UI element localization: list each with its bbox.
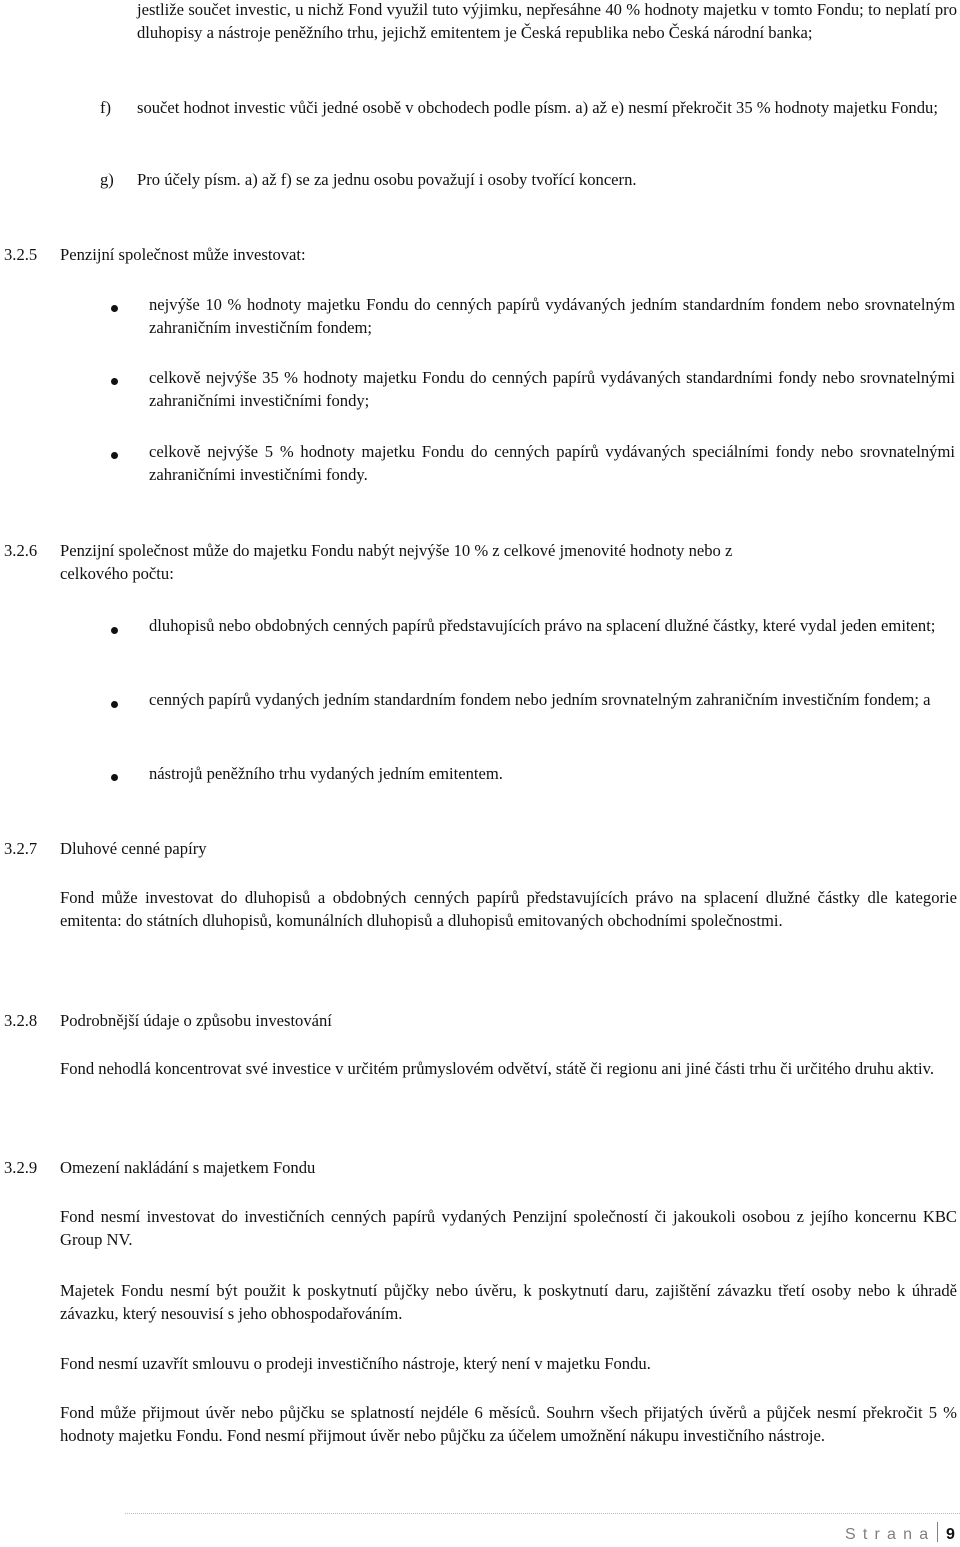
section-number: 3.2.6 [4, 541, 38, 560]
footer-separator [937, 1522, 938, 1542]
bullet-text: nástrojů peněžního trhu vydaných jedním emitentem. [149, 764, 503, 783]
section-title: Penzijní společnost může do majetku Fondu nabýt nejvýše 10 % z celkové jmenovité hodnoty nebo z [60, 541, 733, 560]
section-paragraph: Fond nesmí investovat do investičních cenných papírů vydaných Penzijní společností či jakoukoli osobou z jejího koncernu KBC Group NV. [60, 1207, 957, 1249]
list-item-text: Pro účely písm. a) až f) se za jednu osobu považují i osoby tvořící koncern. [137, 170, 637, 189]
section-title: Penzijní společnost může investovat: [60, 245, 306, 264]
footer-page-label: Strana [845, 1526, 936, 1543]
section-title: Omezení nakládání s majetkem Fondu [60, 1158, 316, 1177]
bullet-icon [111, 305, 118, 312]
footer-page-number: 9 [946, 1526, 955, 1543]
bullet-icon [111, 452, 118, 459]
section-title: Dluhové cenné papíry [60, 839, 207, 858]
section-number: 3.2.8 [4, 1011, 38, 1030]
bullet-icon [111, 774, 118, 781]
bullet-icon [111, 627, 118, 634]
section-number: 3.2.9 [4, 1158, 38, 1177]
list-label: f) [100, 98, 112, 117]
section-body: Fond nehodlá koncentrovat své investice v určitém průmyslovém odvětví, státě či regionu ani jiné části trhu či určitého druhu aktiv. [60, 1059, 935, 1078]
section-title-continuation: celkového počtu: [60, 564, 174, 583]
section-title: Podrobnější údaje o způsobu investování [60, 1011, 332, 1030]
footer-divider [125, 1513, 960, 1514]
bullet-icon [111, 378, 118, 385]
section-number: 3.2.7 [4, 839, 38, 858]
bullet-text: dluhopisů nebo obdobných cenných papírů představujících právo na splacení dlužné částky, které vydal jeden emitent; [149, 616, 936, 635]
list-label: g) [100, 170, 114, 189]
section-paragraph: Majetek Fondu nesmí být použit k poskytnutí půjčky nebo úvěru, k poskytnutí daru, zajištění závazku třetí osoby nebo k úhradě závazku, který nesouvisí s jeho obhospodařováním. [60, 1281, 957, 1323]
bullet-text: celkově nejvýše 5 % hodnoty majetku Fondu do cenných papírů vydávaných speciálními fondy nebo srovnatelnými zahraničními investičními fondy. [149, 442, 955, 484]
bullet-text: celkově nejvýše 35 % hodnoty majetku Fondu do cenných papírů vydávaných standardními fondy nebo srovnatelnými zahraničními investičními fondy; [149, 368, 955, 410]
section-paragraph: Fond může přijmout úvěr nebo půjčku se splatností nejdéle 6 měsíců. Souhrn všech přijatých úvěrů a půjček nesmí překročit 5 % hodnoty majetku Fondu. Fond nesmí přijmout úvěr nebo půjčku za účelem umožnění nákupu investičního nástroje. [60, 1403, 957, 1445]
section-number: 3.2.5 [4, 245, 38, 264]
bullet-icon [111, 701, 118, 708]
bullet-text: cenných papírů vydaných jedním standardním fondem nebo jedním srovnatelným zahraničním investičním fondem; a [149, 690, 931, 709]
bullet-text: nejvýše 10 % hodnoty majetku Fondu do cenných papírů vydávaných jedním standardním fondem nebo srovnatelným zahraničním investičním fondem; [149, 295, 955, 337]
section-paragraph: Fond nesmí uzavřít smlouvu o prodeji investičního nástroje, který není v majetku Fondu. [60, 1354, 651, 1373]
section-body: Fond může investovat do dluhopisů a obdobných cenných papírů představujících právo na splacení dlužné částky dle kategorie emitenta: do státních dluhopisů, komunálních dluhopisů a dluhopisů emitovaných obchodními společnostmi. [60, 888, 957, 930]
list-item-text: součet hodnot investic vůči jedné osobě v obchodech podle písm. a) až e) nesmí překročit 35 % hodnoty majetku Fondu; [137, 98, 938, 117]
continuation-paragraph: jestliže součet investic, u nichž Fond využil tuto výjimku, nepřesáhne 40 % hodnoty majetku v tomto Fondu; to neplatí pro dluhopisy a nástroje peněžního trhu, jejichž emitentem je Česká republika nebo Česká národní banka; [137, 0, 957, 42]
